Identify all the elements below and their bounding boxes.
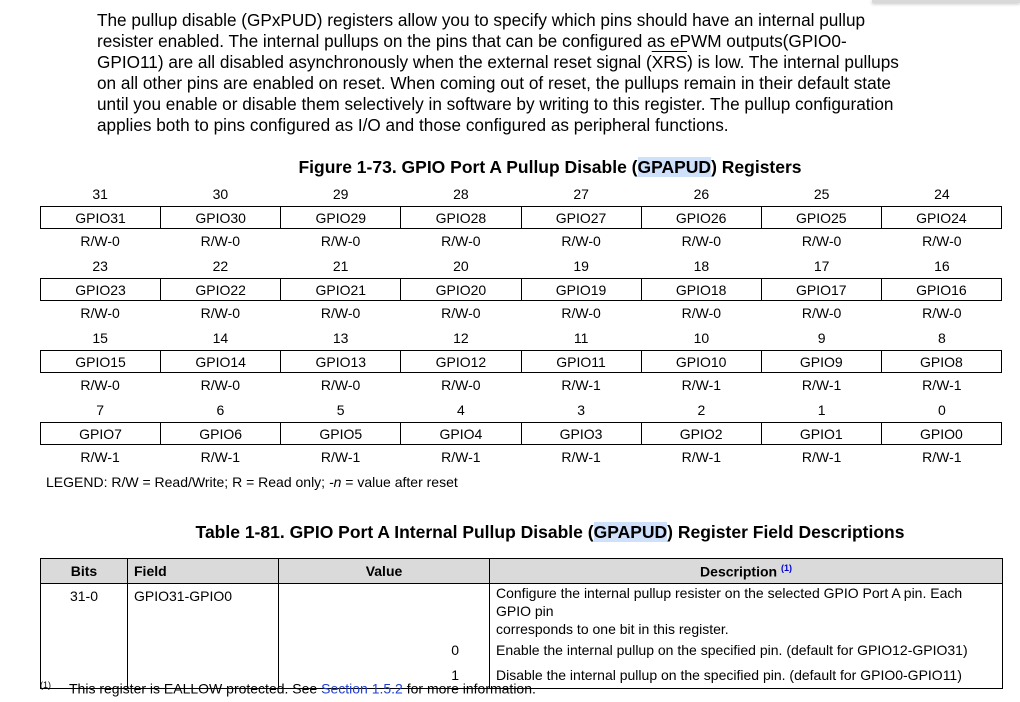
- field-cell: GPIO26: [641, 207, 761, 228]
- bit-number: 10: [693, 330, 710, 346]
- access-type: R/W-1: [200, 449, 241, 465]
- field-cell: GPIO31-GPIO0: [128, 584, 279, 639]
- footnote-ref-link[interactable]: (1): [780, 562, 792, 573]
- bit-number: 27: [573, 186, 589, 202]
- figure-title: [0, 157, 1020, 178]
- window-edge-shadow: [872, 0, 1020, 3]
- access-type: R/W-0: [200, 233, 241, 249]
- description-text: corresponds to one bit in this register.: [496, 621, 729, 637]
- footnote-text: for more information.: [402, 680, 536, 697]
- bit-number: 1: [817, 402, 826, 418]
- description-cell: [490, 584, 1003, 639]
- figure-title-text: Figure 1-73. GPIO Port A Pullup Disable (: [298, 157, 638, 177]
- field-cell: GPIO10: [641, 351, 761, 372]
- header-description: [490, 559, 1003, 584]
- footnote-marker: (1): [40, 680, 51, 690]
- field-cell: GPIO11: [521, 351, 641, 372]
- field-description-table: [40, 558, 1003, 689]
- access-type: R/W-1: [561, 377, 601, 393]
- header-value: Value: [279, 559, 490, 584]
- bit-number: 6: [216, 402, 225, 418]
- field-cell: GPIO21: [280, 279, 400, 300]
- field-name-row: [40, 350, 1002, 373]
- access-type: R/W-0: [441, 233, 481, 249]
- access-row: [40, 229, 1002, 254]
- field-cell: GPIO1: [761, 423, 881, 444]
- access-type: R/W-0: [320, 377, 361, 393]
- field-name-row: [40, 278, 1002, 301]
- search-highlight: GPAPUD: [637, 157, 712, 177]
- legend-text: = value after reset: [341, 474, 458, 490]
- field-cell: GPIO7: [79, 426, 122, 442]
- field-cell: GPIO16: [881, 279, 1001, 300]
- bit-number: 23: [92, 258, 108, 274]
- field-cell: GPIO18: [641, 279, 761, 300]
- footnote: [40, 680, 536, 697]
- register-block-23-16: [40, 254, 1002, 326]
- bit-number: 29: [332, 186, 349, 202]
- field-cell: GPIO15: [75, 354, 126, 370]
- access-type: R/W-1: [441, 449, 481, 465]
- bit-number: 2: [697, 402, 706, 418]
- intro-line: on all other pins are enabled on reset. When coming out of reset, the pullups remain in their default state: [97, 73, 891, 93]
- access-type: R/W-0: [200, 305, 241, 321]
- bit-number: 7: [96, 402, 105, 418]
- field-cell: GPIO28: [400, 207, 520, 228]
- table-title: [0, 522, 1020, 543]
- xrs-signal: $\overline{XRS}$: [651, 52, 688, 72]
- bit-number: 17: [813, 258, 830, 274]
- legend-n: -n: [328, 474, 342, 490]
- register-block-15-8: [40, 326, 1002, 398]
- bit-number: 21: [332, 258, 349, 274]
- bit-number-row: [40, 182, 1002, 206]
- access-type: R/W-0: [561, 305, 601, 321]
- access-type: R/W-1: [681, 377, 722, 393]
- access-type: R/W-0: [561, 233, 601, 249]
- bit-number: 4: [456, 402, 465, 418]
- access-row: [40, 301, 1002, 326]
- field-cell: GPIO20: [400, 279, 520, 300]
- access-type: R/W-0: [320, 233, 361, 249]
- footnote-text: This register is EALLOW protected. See: [69, 680, 322, 697]
- bit-number: 31: [92, 186, 108, 202]
- search-highlight: GPAPUD: [593, 522, 668, 542]
- access-row: [40, 445, 1002, 470]
- header-description-text: Description: [700, 563, 778, 580]
- bit-number: 11: [573, 330, 589, 346]
- field-cell: GPIO29: [280, 207, 400, 228]
- bit-number: 8: [937, 330, 946, 346]
- field-cell: GPIO3: [521, 423, 641, 444]
- field-cell: GPIO2: [641, 423, 761, 444]
- table-title-text: Table 1-81. GPIO Port A Internal Pullup Disable (: [195, 522, 594, 542]
- access-type: R/W-0: [320, 305, 361, 321]
- header-field: Field: [128, 559, 279, 584]
- intro-text: GPIO11) are all disabled asynchronously when the external reset signal (: [97, 52, 652, 72]
- bit-number: 15: [92, 330, 108, 346]
- bit-number: 5: [336, 402, 345, 418]
- intro-text: ) is low. The internal pullups: [687, 52, 899, 72]
- access-type: R/W-0: [681, 233, 722, 249]
- intro-line: applies both to pins configured as I/O and those configured as peripheral functions.: [97, 115, 729, 135]
- intro-line: [97, 52, 997, 73]
- bits-cell: [41, 638, 128, 663]
- access-type: R/W-0: [200, 377, 241, 393]
- field-cell: GPIO31: [75, 210, 126, 226]
- access-type: R/W-0: [801, 233, 842, 249]
- description-cell: Enable the internal pullup on the specified pin. (default for GPIO12-GPIO31): [490, 638, 1003, 663]
- field-cell: GPIO19: [521, 279, 641, 300]
- register-block-31-24: [40, 182, 1002, 254]
- value-cell: 1: [279, 663, 490, 689]
- intro-line: until you enable or disable them selectively in software by writing to this register. The pullup configuration: [97, 94, 894, 114]
- field-cell: GPIO30: [160, 207, 280, 228]
- access-type: R/W-0: [922, 233, 962, 249]
- field-cell: GPIO4: [400, 423, 520, 444]
- bit-number: 0: [937, 402, 946, 418]
- field-cell: GPIO14: [160, 351, 280, 372]
- access-row: [40, 373, 1002, 398]
- field-cell: GPIO12: [400, 351, 520, 372]
- bit-number: 26: [693, 186, 710, 202]
- access-type: R/W-0: [441, 377, 481, 393]
- field-cell: GPIO27: [521, 207, 641, 228]
- legend-text: LEGEND: R/W = Read/Write; R = Read only;: [46, 474, 329, 490]
- access-type: R/W-1: [320, 449, 361, 465]
- access-type: R/W-0: [80, 305, 120, 321]
- field-name-row: [40, 206, 1002, 229]
- bit-number: 13: [332, 330, 349, 346]
- intro-line: resister enabled. The internal pullups on the pins that can be configured as ePWM outputs(GPIO0-: [97, 31, 847, 51]
- register-block-7-0: [40, 398, 1002, 470]
- bit-number: 22: [212, 258, 229, 274]
- access-type: R/W-1: [801, 377, 842, 393]
- field-cell: GPIO9: [761, 351, 881, 372]
- access-type: R/W-1: [922, 377, 962, 393]
- figure-title-text: ) Registers: [711, 157, 802, 177]
- bit-number: 24: [934, 186, 950, 202]
- figure-legend: [46, 474, 458, 490]
- table-row: [41, 638, 1003, 663]
- section-link[interactable]: Section 1.5.2: [321, 680, 403, 697]
- access-type: R/W-0: [922, 305, 962, 321]
- field-cell: [128, 638, 279, 663]
- bit-number-row: [40, 326, 1002, 350]
- access-type: R/W-1: [80, 449, 120, 465]
- bit-number: 3: [577, 402, 586, 418]
- bit-number: 18: [693, 258, 710, 274]
- access-type: R/W-0: [681, 305, 722, 321]
- bit-number: 25: [813, 186, 830, 202]
- field-cell: GPIO25: [761, 207, 881, 228]
- bit-number-row: [40, 254, 1002, 278]
- bit-number: 12: [453, 330, 469, 346]
- field-cell: GPIO0: [881, 423, 1001, 444]
- intro-line: The pullup disable (GPxPUD) registers allow you to specify which pins should have an internal pullup: [97, 10, 866, 30]
- bit-number: 28: [453, 186, 469, 202]
- header-bits: Bits: [41, 559, 128, 584]
- field-cell: GPIO6: [160, 423, 280, 444]
- description-cell: Disable the internal pullup on the specified pin. (default for GPIO0-GPIO11): [490, 663, 1003, 689]
- intro-paragraph: [97, 10, 997, 136]
- field-cell: GPIO23: [75, 282, 126, 298]
- access-type: R/W-1: [801, 449, 842, 465]
- access-type: R/W-0: [80, 233, 120, 249]
- bit-number: 20: [453, 258, 469, 274]
- access-type: R/W-0: [801, 305, 842, 321]
- description-text: Configure the internal pullup resister on the selected GPIO Port A pin. Each GPIO pin: [496, 585, 963, 619]
- bit-number: 19: [573, 258, 589, 274]
- access-type: R/W-1: [681, 449, 722, 465]
- bit-number: 30: [212, 186, 229, 202]
- field-name-row: [40, 422, 1002, 445]
- bit-number: 14: [212, 330, 229, 346]
- field-cell: GPIO5: [280, 423, 400, 444]
- bits-cell: 31-0: [41, 584, 128, 639]
- table-row: [41, 584, 1003, 639]
- access-type: R/W-1: [922, 449, 962, 465]
- access-type: R/W-1: [561, 449, 601, 465]
- value-cell: 0: [279, 638, 490, 663]
- table-title-text: ) Register Field Descriptions: [667, 522, 905, 542]
- access-type: R/W-0: [441, 305, 481, 321]
- field-cell: GPIO22: [160, 279, 280, 300]
- table-header-row: [41, 559, 1003, 584]
- field-cell: GPIO17: [761, 279, 881, 300]
- bit-number: 9: [817, 330, 826, 346]
- value-cell: [279, 584, 490, 639]
- bit-number: 16: [934, 258, 950, 274]
- field-cell: GPIO24: [881, 207, 1001, 228]
- bit-number-row: [40, 398, 1002, 422]
- access-type: R/W-0: [80, 377, 120, 393]
- field-cell: GPIO13: [280, 351, 400, 372]
- field-cell: GPIO8: [881, 351, 1001, 372]
